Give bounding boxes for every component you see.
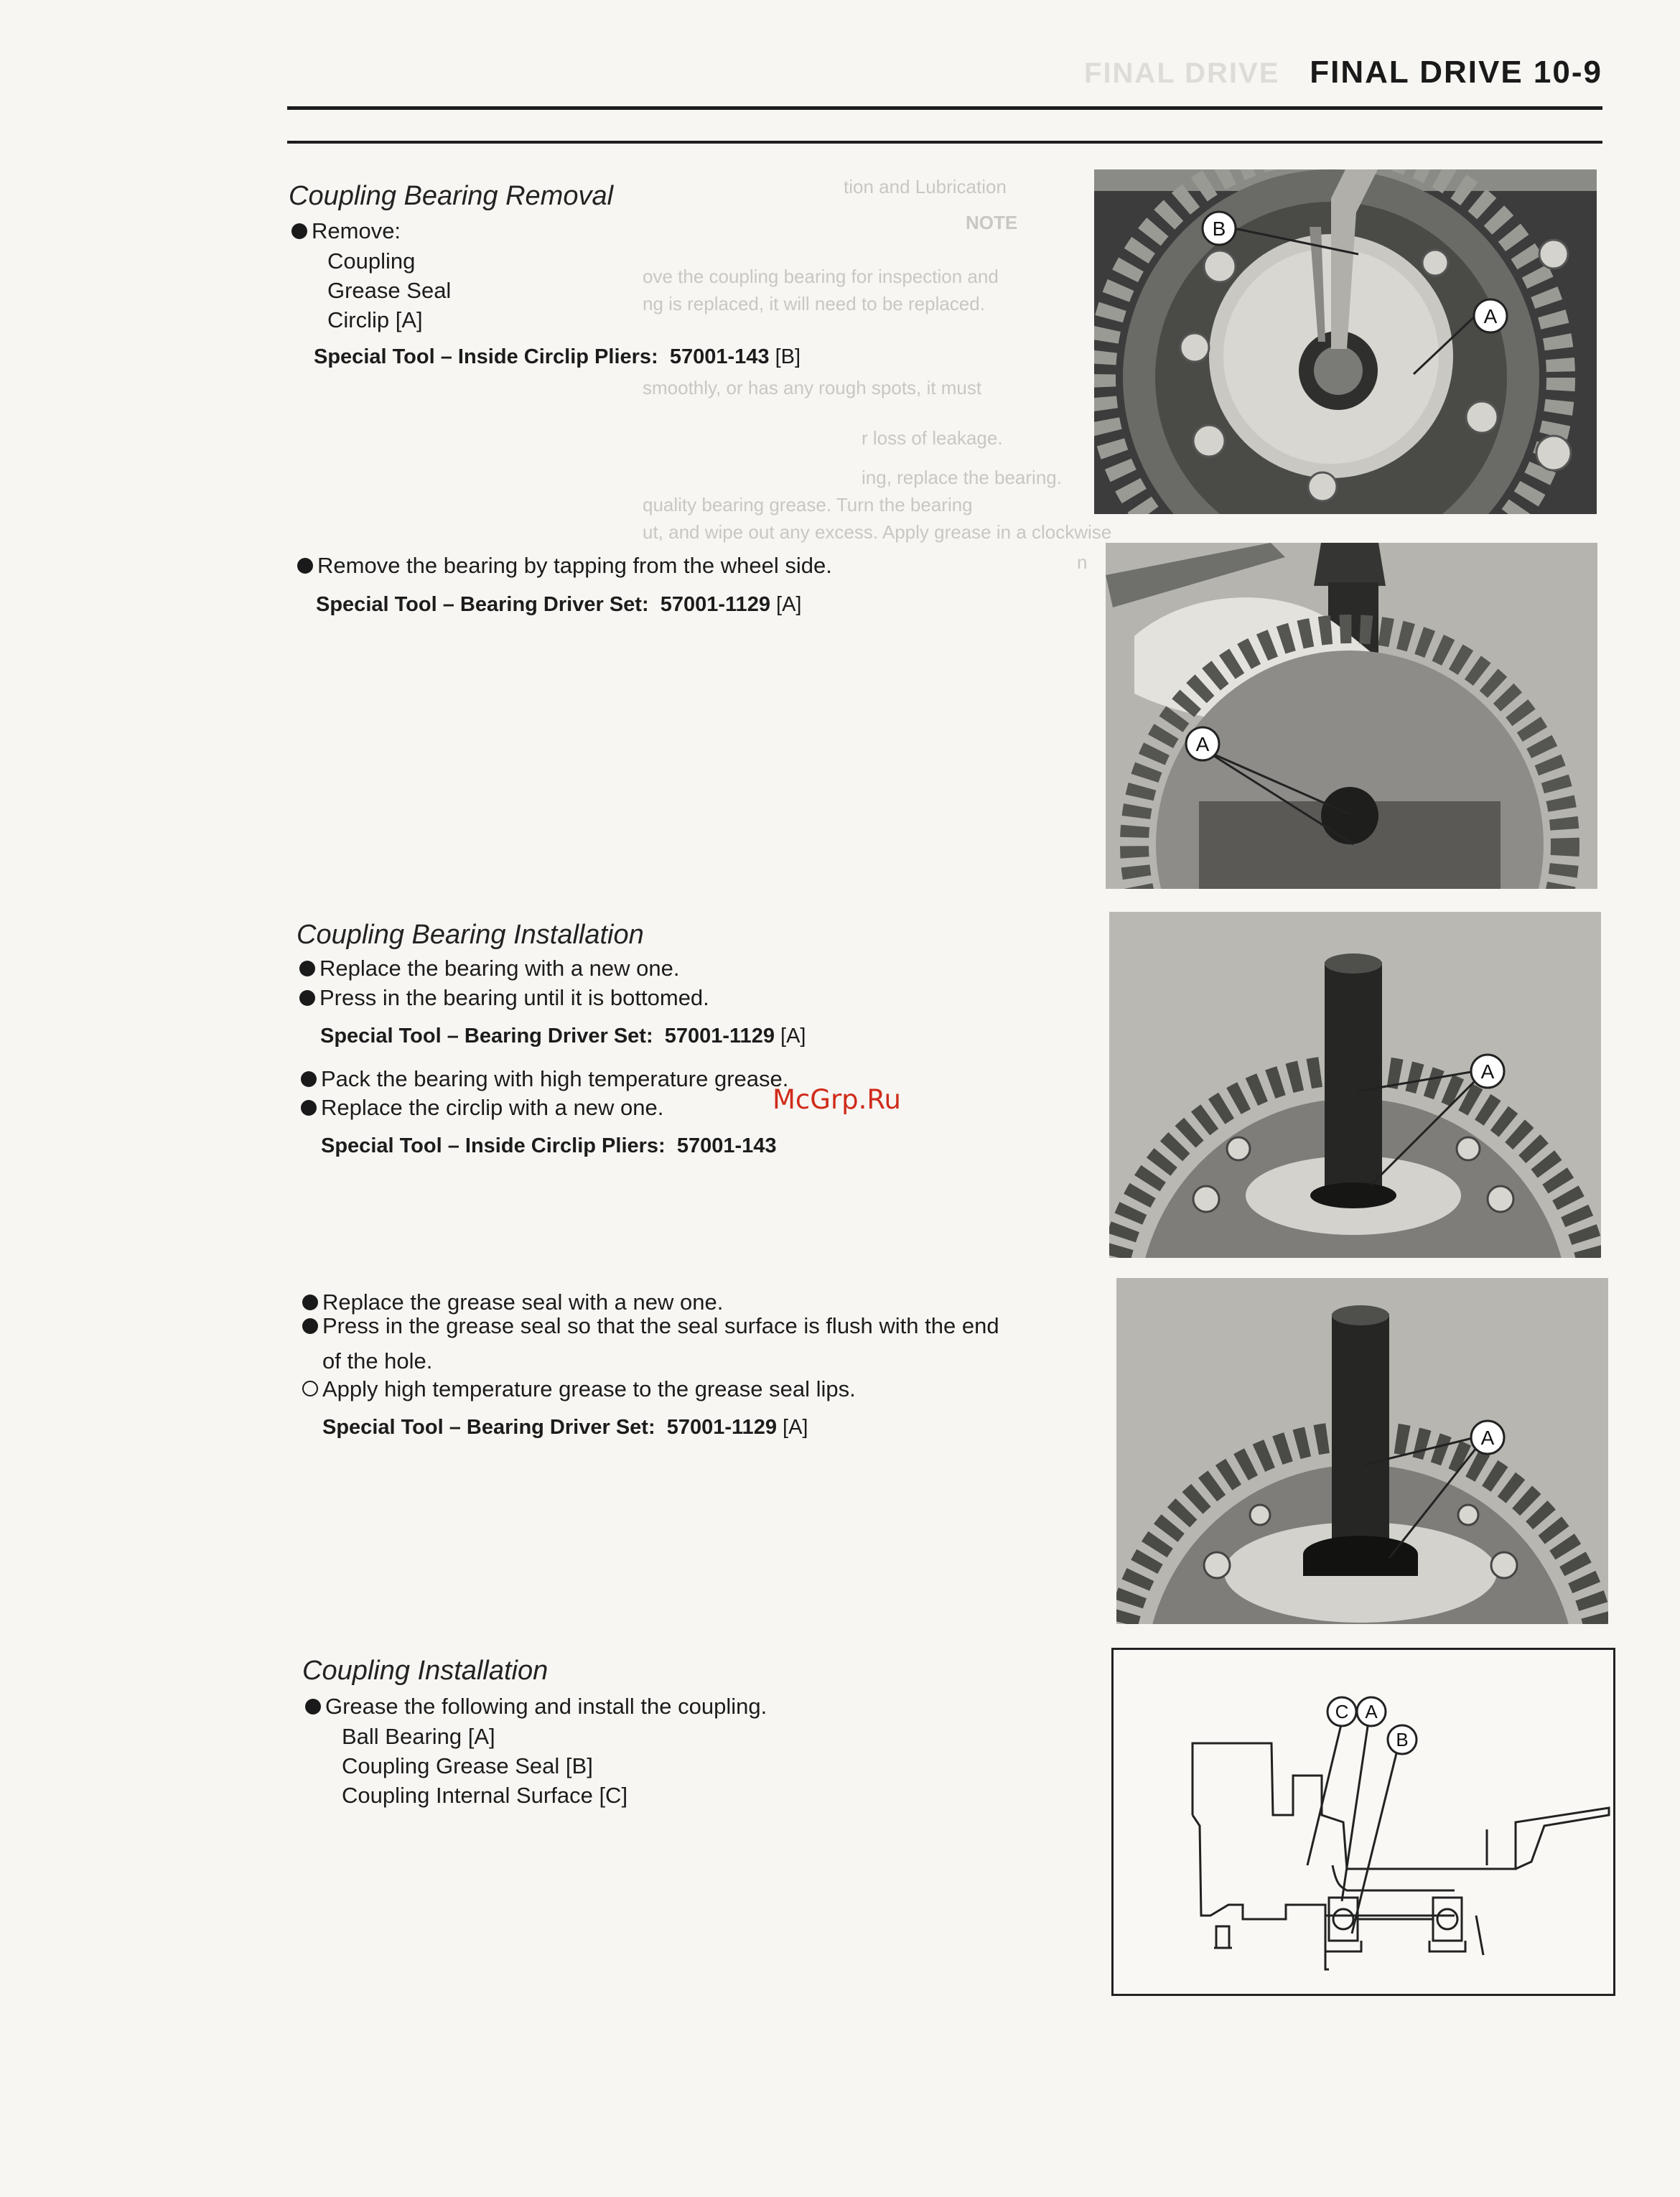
- hollow-bullet-icon: [302, 1381, 318, 1396]
- callout-label: A: [1480, 1060, 1495, 1083]
- step-text: Pack the bearing with high temperature grease.: [321, 1066, 789, 1091]
- special-tool-line: [321, 1134, 777, 1158]
- photo-bearing-tapping: [1106, 543, 1597, 889]
- watermark: McGrp.Ru: [773, 1084, 901, 1115]
- callout-label: A: [1195, 733, 1210, 755]
- step: [302, 1311, 999, 1340]
- tool-number: 57001-1129: [666, 1416, 777, 1439]
- special-tool-line: [322, 1416, 808, 1440]
- tool-label: Special Tool – Bearing Driver Set:: [320, 1025, 653, 1048]
- step-text: Press in the grease seal so that the seal surface is flush with the end: [322, 1313, 999, 1338]
- callout-label: A: [1480, 1427, 1495, 1449]
- step-text: Replace the grease seal with a new one.: [322, 1289, 724, 1315]
- tool-number: 57001-1129: [664, 1025, 775, 1048]
- remove-item: Circlip [A]: [327, 307, 423, 332]
- step-text: Press in the bearing until it is bottomed.: [319, 985, 709, 1010]
- tool-label: Special Tool – Bearing Driver Set:: [322, 1416, 655, 1439]
- tool-label: Special Tool – Inside Circlip Pliers:: [321, 1134, 666, 1157]
- bleed-line: NOTE: [966, 212, 1018, 233]
- photo-seal-press: [1116, 1278, 1608, 1624]
- bleed-line: smoothly, or has any rough spots, it must: [643, 377, 982, 398]
- callout-label: A: [1483, 305, 1498, 327]
- tool-ref: [A]: [780, 1025, 806, 1048]
- photo-circlip-removal: [1094, 169, 1597, 514]
- photo-bearing-press: [1109, 912, 1601, 1258]
- step: [299, 983, 709, 1012]
- bullet-icon: [299, 990, 315, 1006]
- diagram-coupling-section: [1111, 1648, 1615, 1996]
- bleed-line: ut, and wipe out any excess. Apply grease in a clockwise: [643, 521, 1112, 543]
- step-text: Replace the bearing with a new one.: [319, 956, 680, 981]
- tool-number: 57001-143: [676, 1134, 777, 1157]
- substep: [302, 1374, 856, 1404]
- grease-item: Ball Bearing [A]: [342, 1724, 495, 1749]
- grease-item: Coupling Internal Surface [C]: [342, 1783, 628, 1808]
- bleed-line: r loss of leakage.: [862, 427, 1003, 449]
- bleed-line: n: [1077, 551, 1088, 573]
- callout-label: B: [1396, 1729, 1409, 1750]
- bullet-icon: [299, 961, 315, 976]
- grease-item: Coupling Grease Seal [B]: [342, 1753, 593, 1778]
- callout-label: C: [1335, 1701, 1349, 1722]
- callout-label: A: [1365, 1701, 1378, 1722]
- tool-number: 57001-143: [669, 345, 770, 368]
- bullet-icon: [301, 1100, 317, 1116]
- tool-label: Special Tool – Inside Circlip Pliers:: [314, 345, 658, 368]
- bleed-line: ove the coupling bearing for inspection and: [643, 266, 999, 287]
- tool-ref: [A]: [783, 1416, 808, 1439]
- bullet-icon: [302, 1318, 318, 1334]
- tool-ref: [A]: [776, 593, 802, 616]
- section-title-coupling-installation: Coupling Installation: [302, 1656, 549, 1686]
- bleed-line: ing, replace the bearing.: [862, 467, 1062, 488]
- special-tool-line: [320, 1025, 806, 1048]
- header-rule-bottom: [287, 141, 1602, 144]
- bleed-line: tion and Lubrication: [844, 176, 1007, 197]
- step-text: Remove:: [312, 218, 401, 243]
- bullet-icon: [291, 223, 307, 239]
- tool-number: 57001-1129: [660, 593, 770, 616]
- tool-ref: [B]: [775, 345, 801, 368]
- step-remove: [291, 216, 401, 246]
- bleed-line: ng is replaced, it will need to be replaced.: [643, 293, 985, 314]
- step-text: Replace the circlip with a new one.: [321, 1095, 664, 1120]
- tool-label: Special Tool – Bearing Driver Set:: [316, 593, 649, 616]
- header-mirror-ghost: FINAL DRIVE: [1084, 57, 1280, 89]
- step: [301, 1064, 788, 1093]
- remove-item: Coupling: [327, 248, 416, 274]
- page-header-title: FINAL DRIVE 10-9: [1310, 55, 1602, 90]
- step: [301, 1093, 663, 1122]
- step-text: Remove the bearing by tapping from the wheel side.: [317, 553, 832, 578]
- section-title-bearing-installation: Coupling Bearing Installation: [297, 920, 644, 950]
- step: [305, 1692, 767, 1721]
- bullet-icon: [305, 1699, 321, 1715]
- special-tool-line: [314, 345, 801, 369]
- bullet-icon: [301, 1071, 317, 1087]
- callout-label: B: [1212, 218, 1226, 240]
- header-rule-top: [287, 106, 1602, 110]
- step-text: Grease the following and install the coupling.: [325, 1694, 767, 1719]
- step-remove-bearing: [297, 551, 832, 580]
- bullet-icon: [297, 558, 313, 574]
- step-continuation: of the hole.: [322, 1348, 433, 1373]
- special-tool-line: [316, 593, 801, 617]
- section-title-bearing-removal: Coupling Bearing Removal: [289, 181, 614, 211]
- bullet-icon: [302, 1295, 318, 1310]
- bleed-line: quality bearing grease. Turn the bearing: [643, 494, 973, 516]
- step: [299, 953, 680, 983]
- step-text: Apply high temperature grease to the grease seal lips.: [322, 1376, 856, 1401]
- remove-item: Grease Seal: [327, 278, 452, 303]
